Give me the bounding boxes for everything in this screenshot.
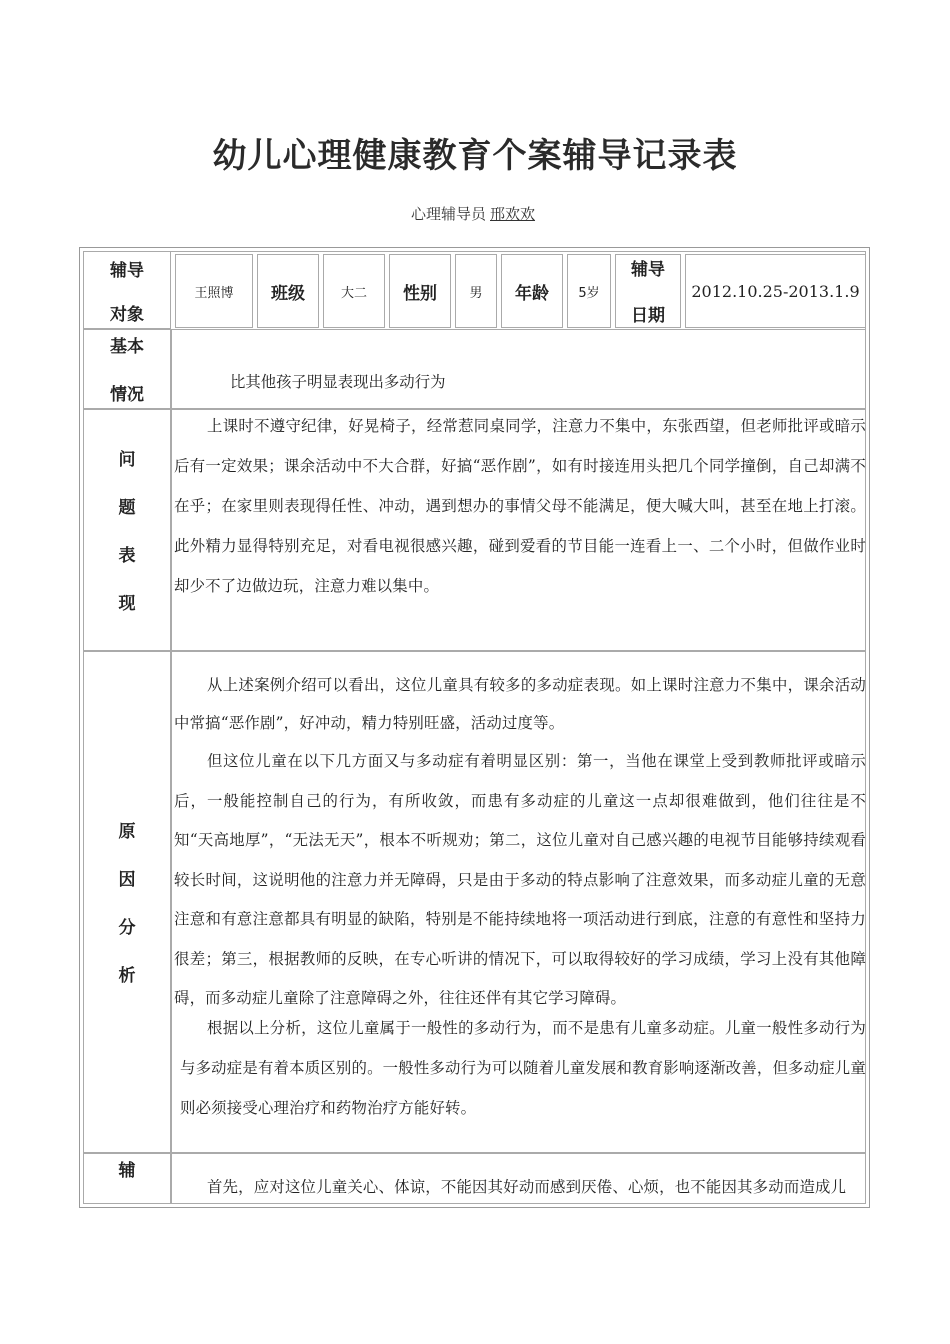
analysis-label-char: 因 bbox=[118, 870, 136, 890]
counselor-name: 邢欢欢 bbox=[490, 205, 536, 223]
problem-content-cell bbox=[171, 409, 866, 651]
analysis-paragraph-1: 从上述案例介绍可以看出，这位儿童具有较多的多动症表现。如上课时注意力不集中，课余活动中常搞“恶作剧”，好冲动，精力特别旺盛，活动过度等。 bbox=[174, 676, 866, 732]
gender-value-cell bbox=[455, 254, 497, 328]
guidance-content-cell bbox=[171, 1153, 866, 1204]
analysis-label-cell bbox=[83, 651, 171, 1153]
problem-label-char: 问 bbox=[118, 450, 136, 470]
age-label: 年龄 bbox=[515, 283, 549, 304]
date-label-line2: 日期 bbox=[631, 306, 665, 326]
counselor-label: 心理辅导员 bbox=[410, 205, 486, 223]
class-value: 大二 bbox=[340, 285, 367, 301]
guidance-label: 辅 bbox=[118, 1161, 136, 1181]
document-title: 幼儿心理健康教育个案辅导记录表 bbox=[212, 136, 738, 176]
target-value-cell bbox=[175, 254, 253, 328]
age-value-cell bbox=[567, 254, 611, 328]
guidance-text: 首先，应对这位儿童关心、体谅，不能因其好动而感到厌倦、心烦，也不能因其多动而造成儿 bbox=[207, 1178, 847, 1196]
analysis-content-cell bbox=[171, 651, 866, 1153]
target-label-cell bbox=[83, 251, 171, 329]
gender-label-cell bbox=[389, 254, 451, 328]
analysis-paragraph-3: 根据以上分析，这位儿童属于一般性的多动行为，而不是患有儿童多动症。儿童一般性多动行为与多动症是有着本质区别的。一般性多动行为可以随着儿童发展和教育影响逐渐改善，但多动症儿童则必须接受心理治疗和药物治疗方能好转。 bbox=[180, 1019, 866, 1117]
counselor-line bbox=[0, 203, 950, 224]
age-label-cell bbox=[501, 254, 563, 328]
target-label-line1: 辅导 bbox=[110, 261, 144, 281]
date-value-cell bbox=[685, 254, 866, 328]
analysis-label-char: 原 bbox=[118, 822, 136, 842]
problem-label-cell bbox=[83, 409, 171, 651]
analysis-label-char: 析 bbox=[118, 966, 136, 986]
analysis-label-char: 分 bbox=[118, 918, 136, 938]
basic-label-cell bbox=[83, 329, 171, 409]
gender-value: 男 bbox=[469, 285, 483, 301]
class-label: 班级 bbox=[271, 283, 305, 304]
problem-label bbox=[84, 436, 170, 628]
analysis-paragraph-2: 但这位儿童在以下几方面又与多动症有着明显区别：第一，当他在课堂上受到教师批评或暗示后，一般能控制自己的行为，有所收敛，而患有多动症的儿童这一点却很难做到，他们往往是不知“天高地厚”，“无法无天”，根本不听规劝；第二，这位儿童对自己感兴趣的电视节目能够持续观看较长时间，这说明他的注意力并无障碍，只是由于多动的特点影响了注意效果，而多动症儿童的无意注意和有意注意都具有明显的缺陷，特别是不能持续地将一项活动进行到底，注意的有意性和坚持力很差；第三，根据教师的反映，在专心听讲的情况下，可以取得较好的学习成绩，学习上没有其他障碍，而多动症儿童除了注意障碍之外，往往还伴有其它学习障碍。 bbox=[174, 752, 866, 1007]
problem-label-char: 现 bbox=[118, 594, 136, 614]
problem-text: 上课时不遵守纪律，好晃椅子，经常惹同桌同学，注意力不集中，东张西望，但老师批评或暗示后有一定效果；课余活动中不大合群，好搞“恶作剧”，如有时接连用头把几个同学撞倒，自己却满不在乎；在家里则表现得任性、冲动，遇到想办的事情父母不能满足，便大喊大叫，甚至在地上打滚。此外精力显得特别充足，对看电视很感兴趣，碰到爱看的节目能一连看上一、二个小时，但做作业时却少不了边做边玩，注意力难以集中。 bbox=[174, 417, 866, 595]
class-value-cell bbox=[323, 254, 385, 328]
basic-content-cell bbox=[171, 329, 866, 409]
date-label-line1: 辅导 bbox=[631, 260, 665, 280]
basic-text: 比其他孩子明显表现出多动行为 bbox=[230, 373, 446, 391]
date-label-cell bbox=[615, 254, 681, 328]
problem-label-char: 题 bbox=[118, 498, 136, 518]
problem-label-char: 表 bbox=[118, 546, 136, 566]
target-value: 王照博 bbox=[194, 285, 234, 301]
age-value: 5岁 bbox=[578, 285, 600, 301]
class-label-cell bbox=[257, 254, 319, 328]
date-value: 2012.10.25-2013.1.9 bbox=[691, 281, 860, 301]
basic-label-line1: 基本 bbox=[110, 337, 144, 357]
basic-label-line2: 情况 bbox=[110, 385, 144, 405]
gender-label: 性别 bbox=[403, 283, 437, 304]
analysis-label bbox=[84, 808, 170, 1000]
target-label-line2: 对象 bbox=[110, 305, 144, 325]
guidance-label-cell bbox=[83, 1153, 171, 1204]
